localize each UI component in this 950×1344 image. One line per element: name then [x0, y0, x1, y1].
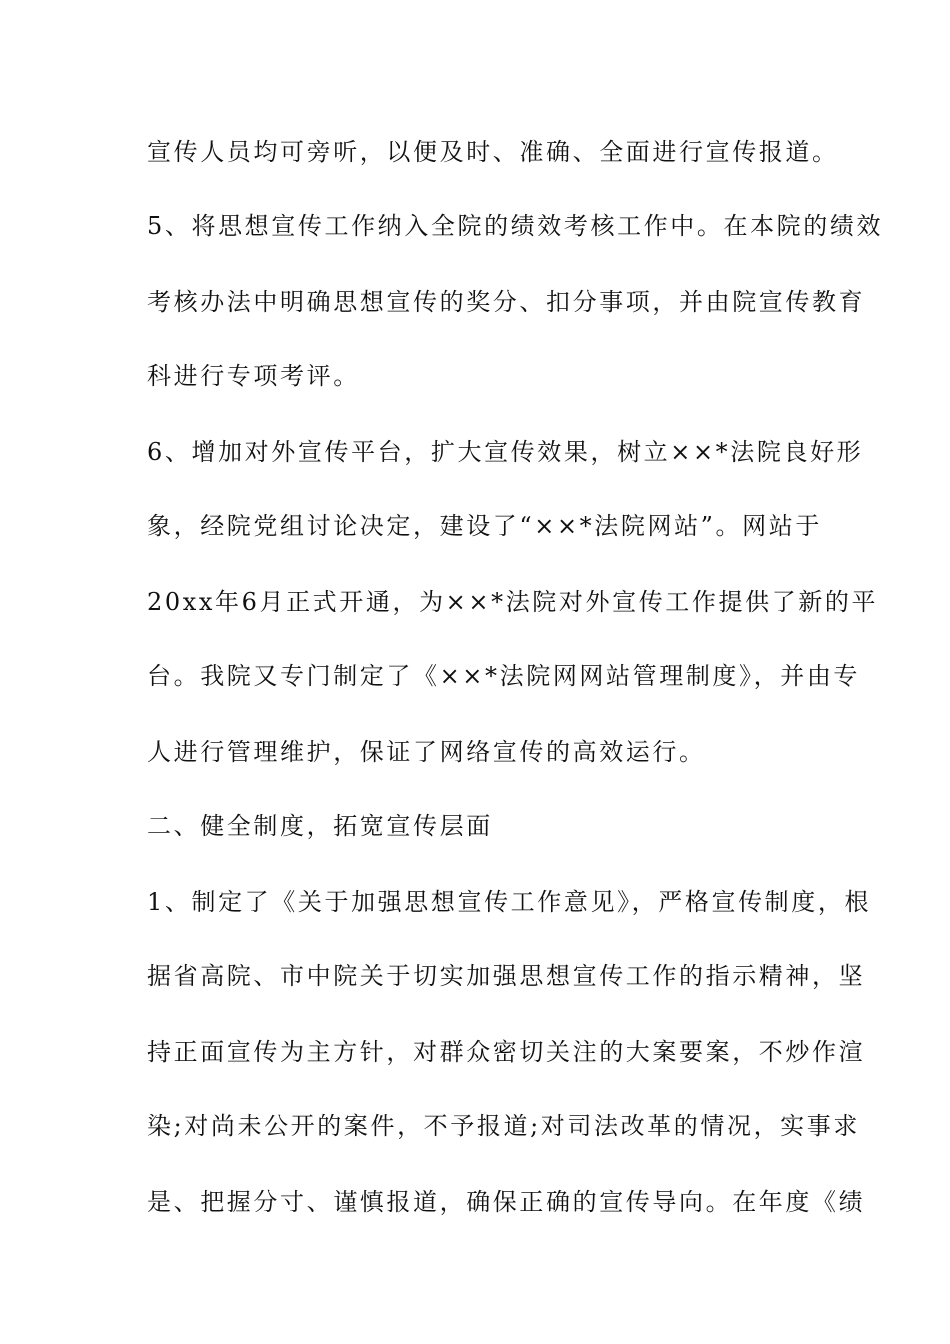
text-line: 据省高院、市中院关于切实加强思想宣传工作的指示精神，坚	[147, 962, 866, 990]
text-line: 科进行专项考评。	[147, 362, 360, 390]
text-line: 考核办法中明确思想宣传的奖分、扣分事项，并由院宣传教育	[147, 288, 866, 316]
text-line: 染;对尚未公开的案件，不予报道;对司法改革的情况，实事求	[147, 1112, 860, 1140]
text-line: 人进行管理维护，保证了网络宣传的高效运行。	[147, 738, 706, 766]
text-line: 1、制定了《关于加强思想宣传工作意见》，严格宣传制度，根	[147, 888, 872, 916]
text-line: 持正面宣传为主方针，对群众密切关注的大案要案，不炒作渲	[147, 1038, 866, 1066]
text-line: 6、增加对外宣传平台，扩大宣传效果，树立××*法院良好形	[147, 438, 864, 466]
section-heading: 二、健全制度，拓宽宣传层面	[147, 812, 493, 840]
text-line: 象，经院党组讨论决定，建设了“××*法院网站”。网站于	[147, 512, 822, 540]
text-line: 宣传人员均可旁听，以便及时、准确、全面进行宣传报道。	[147, 138, 839, 166]
text-line: 20xx年6月正式开通，为××*法院对外宣传工作提供了新的平	[147, 588, 879, 616]
text-line: 台。我院又专门制定了《××*法院网网站管理制度》，并由专	[147, 662, 861, 690]
text-line: 是、把握分寸、谨慎报道，确保正确的宣传导向。在年度《绩	[147, 1188, 866, 1216]
text-line: 5、将思想宣传工作纳入全院的绩效考核工作中。在本院的绩效	[147, 212, 884, 240]
